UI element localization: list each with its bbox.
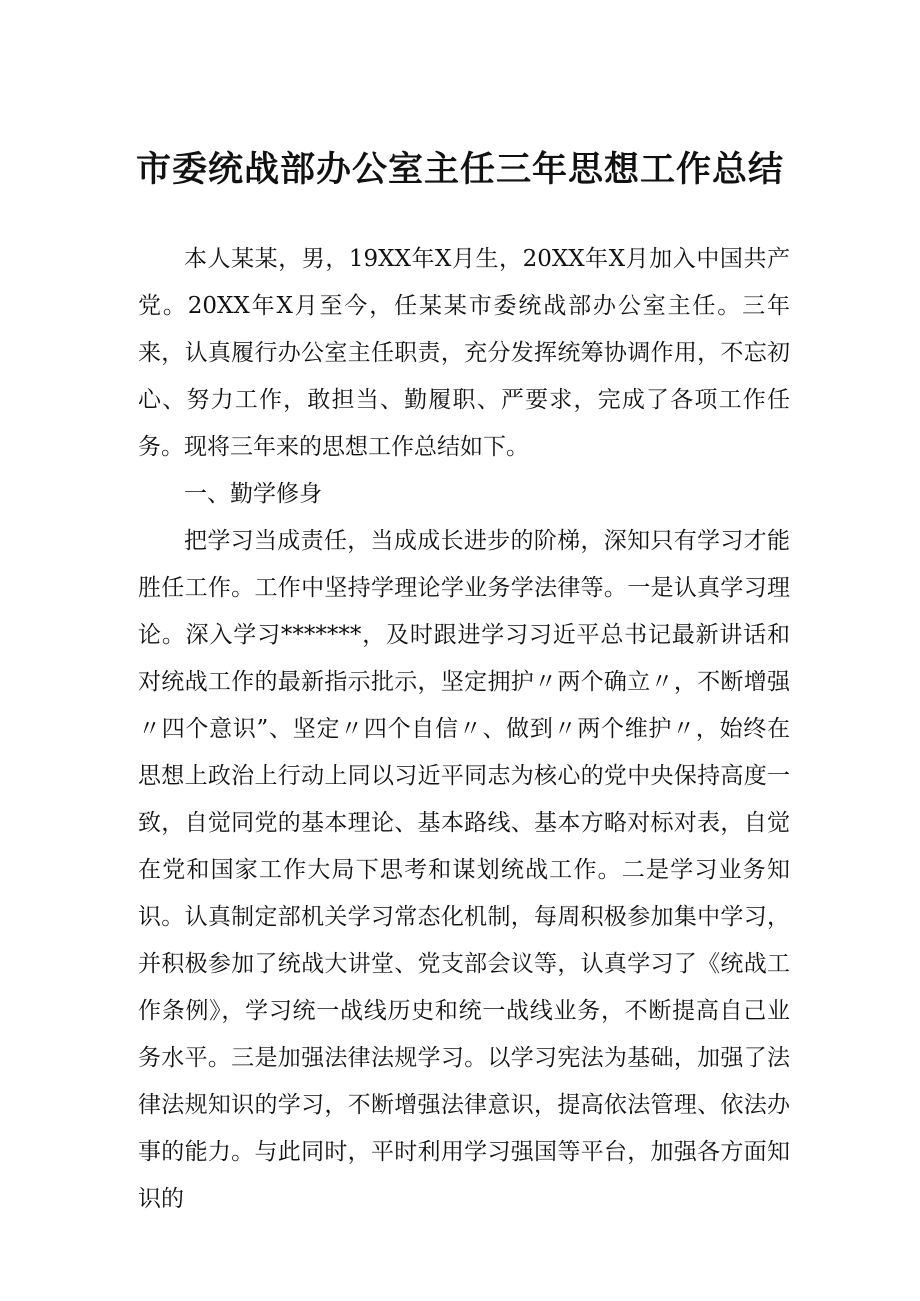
document-title: 市委统战部办公室主任三年思想工作总结: [135, 149, 784, 190]
document-body: [138, 236, 790, 1223]
section-heading-1: 一、勤学修身: [184, 481, 322, 507]
section-1-paragraph: 把学习当成责任，当成成长进步的阶梯，深知只有学习才能胜任工作。工作中坚持学理论学业务学法律等。一是认真学习理论。深入学习*******，及时跟进学习习近平总书记最新讲话和对统战工作的最新指示批示，坚定拥护〃两个确立〃，不断增强〃四个意识”、坚定〃四个自信〃、做到〃两个维护〃，始终在思想上政治上行动上同以习近平同志为核心的党中央保持高度一致，自觉同党的基本理论、基本路线、基本方略对标对表，自觉在党和国家工作大局下思考和谋划统战工作。二是学习业务知识。认真制定部机关学习常态化机制，每周积极参加集中学习，并积极参加了统战大讲堂、党支部会议等，认真学习了《统战工作条例》，学习统一战线历史和统一战线业务，不断提高自己业务水平。三是加强法律法规学习。以学习宪法为基础，加强了法律法规知识的学习，不断增强法律意识，提高依法管理、依法办事的能力。与此同时，平时利用学习强国等平台，加强各方面知识的: [138, 528, 790, 1212]
intro-paragraph: 本人某某，男，19XX年X月生，20XX年X月加入中国共产党。20XX年X月至今，任某某市委统战部办公室主任。三年来，认真履行办公室主任职责，充分发挥统筹协调作用，不忘初心、努力工作，敢担当、勤履职、严要求，完成了各项工作任务。现将三年来的思想工作总结如下。: [138, 246, 790, 460]
